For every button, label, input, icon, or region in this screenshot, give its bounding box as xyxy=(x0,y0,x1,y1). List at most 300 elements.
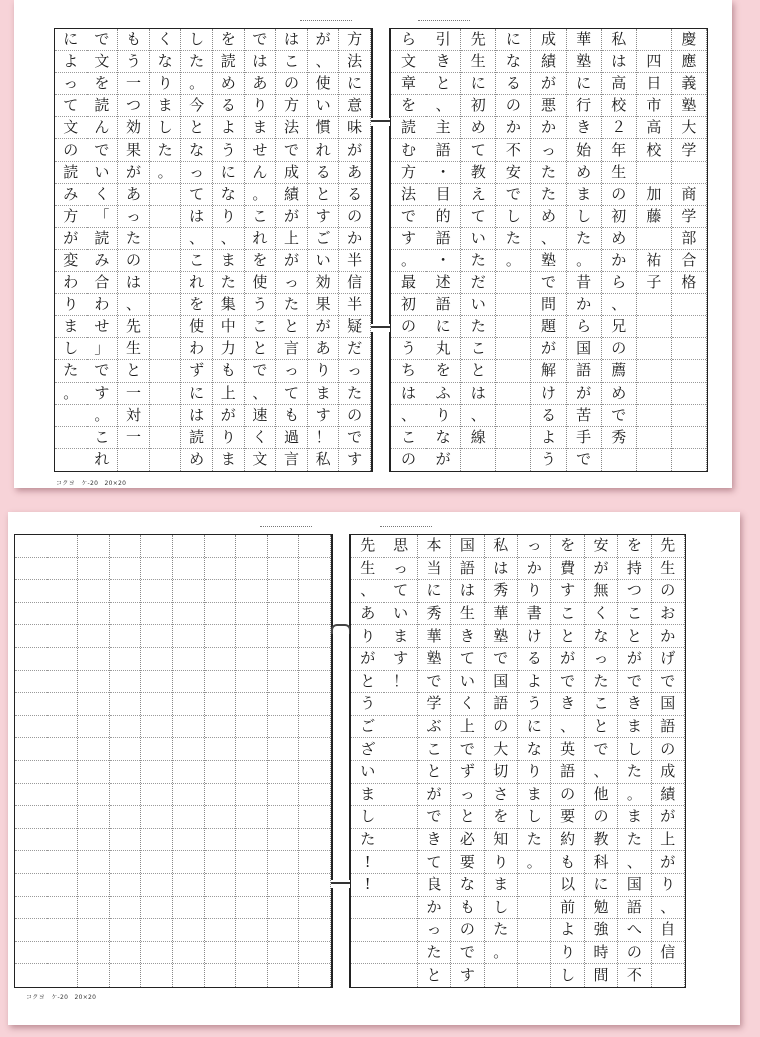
grid-cell xyxy=(15,671,47,694)
grid-cell xyxy=(78,671,109,694)
grid-cell xyxy=(47,671,78,694)
grid-cell xyxy=(205,603,236,626)
grid-cell xyxy=(268,671,299,694)
grid-cell xyxy=(268,648,299,671)
grid-cell: 使 xyxy=(181,316,212,338)
grid-cell: り xyxy=(308,360,339,382)
grid-cell xyxy=(173,942,204,965)
grid-cell xyxy=(47,942,78,965)
grid-cell: す xyxy=(551,580,583,603)
grid-cell: が xyxy=(339,139,370,161)
grid-cell: を xyxy=(551,535,583,558)
grid-cell: 應 xyxy=(672,51,706,73)
grid-cell: 年 xyxy=(602,139,636,161)
grid-cell: た xyxy=(118,228,149,250)
grid-cell: し xyxy=(485,897,517,920)
grid-cell: 語 xyxy=(426,294,460,316)
text-column xyxy=(55,29,87,471)
grid-cell: 引 xyxy=(426,29,460,51)
grid-cell: き xyxy=(426,51,460,73)
text-column xyxy=(637,29,672,471)
grid-cell: で xyxy=(531,272,565,294)
grid-cell: 必 xyxy=(451,829,483,852)
grid-cell: 言 xyxy=(276,338,307,360)
grid-cell xyxy=(351,942,384,965)
grid-cell: で xyxy=(551,671,583,694)
grid-cell: の xyxy=(391,316,426,338)
grid-cell: 、 xyxy=(426,95,460,117)
grid-cell: 国 xyxy=(567,338,601,360)
grid-cell: え xyxy=(461,184,495,206)
grid-cell: の xyxy=(602,338,636,360)
grid-cell: 一 xyxy=(118,73,149,95)
grid-cell xyxy=(150,316,181,338)
grid-cell: し xyxy=(618,738,650,761)
grid-cell xyxy=(110,829,141,852)
grid-cell xyxy=(384,716,416,739)
grid-cell: 文 xyxy=(252,450,268,469)
grid-cell xyxy=(173,784,204,807)
grid-cell xyxy=(15,942,47,965)
grid-cell xyxy=(150,294,181,316)
text-column xyxy=(618,535,651,987)
text-column xyxy=(567,29,602,471)
grid-cell: で xyxy=(451,942,483,965)
grid-cell: も xyxy=(118,29,149,51)
grid-cell: 、 xyxy=(551,716,583,739)
grid-cell: 藤 xyxy=(637,206,671,228)
text-column xyxy=(551,535,584,987)
grid-cell xyxy=(268,942,299,965)
grid-cell xyxy=(78,919,109,942)
grid-cell: 一 xyxy=(118,383,149,405)
grid-cell xyxy=(637,405,671,427)
grid-cell xyxy=(351,919,384,942)
grid-cell xyxy=(637,316,671,338)
grid-cell: 安 xyxy=(496,162,530,184)
grid-cell xyxy=(461,449,495,471)
grid-cell: け xyxy=(518,625,550,648)
grid-cell: つ xyxy=(618,580,650,603)
grid-cell xyxy=(173,648,204,671)
grid-cell: た xyxy=(461,250,495,272)
grid-cell: 以 xyxy=(551,874,583,897)
grid-cell xyxy=(110,919,141,942)
grid-cell: う xyxy=(213,139,244,161)
grid-cell xyxy=(110,851,141,874)
grid-cell xyxy=(205,919,236,942)
grid-cell xyxy=(384,761,416,784)
grid-cell: の xyxy=(551,784,583,807)
grid-cell: こ xyxy=(551,603,583,626)
grid-cell: 、 xyxy=(118,294,149,316)
grid-cell xyxy=(205,964,236,987)
grid-cell: 、 xyxy=(585,761,617,784)
grid-cell: っ xyxy=(384,558,416,581)
grid-cell xyxy=(15,580,47,603)
grid-cell: ・ xyxy=(426,250,460,272)
grid-cell xyxy=(173,738,204,761)
grid-cell: 行 xyxy=(567,95,601,117)
grid-cell: 対 xyxy=(118,405,149,427)
grid-cell xyxy=(47,874,78,897)
text-column xyxy=(451,535,484,987)
grid-cell: 先 xyxy=(461,29,495,51)
grid-cell xyxy=(47,580,78,603)
grid-cell: く xyxy=(150,29,181,51)
grid-cell xyxy=(268,693,299,716)
grid-cell: お xyxy=(652,603,684,626)
grid-cell: 語 xyxy=(652,716,684,739)
grid-cell: ! xyxy=(351,874,384,897)
grid-cell xyxy=(299,761,330,784)
grid-cell xyxy=(15,806,47,829)
grid-cell xyxy=(78,897,109,920)
grid-cell xyxy=(110,580,141,603)
grid-cell: す xyxy=(391,228,426,250)
grid-cell: の xyxy=(602,184,636,206)
grid-cell: 「 xyxy=(87,206,118,228)
grid-cell: 、 xyxy=(213,228,244,250)
grid-cell xyxy=(236,535,267,558)
grid-cell: た xyxy=(181,51,212,73)
grid-cell: 。 xyxy=(567,250,601,272)
grid-cell: き xyxy=(451,625,483,648)
grid-cell: し xyxy=(351,806,384,829)
grid-cell: な xyxy=(150,51,181,73)
grid-cell: 読 xyxy=(391,117,426,139)
grid-cell: 読 xyxy=(213,51,244,73)
grid-cell: こ xyxy=(87,427,118,449)
grid-cell xyxy=(173,829,204,852)
grid-cell: 読 xyxy=(181,427,212,449)
grid-cell: 先 xyxy=(652,535,684,558)
grid-cell: 校 xyxy=(602,95,636,117)
grid-cell xyxy=(299,625,330,648)
grid-cell xyxy=(78,874,109,897)
grid-cell: 薦 xyxy=(602,360,636,382)
grid-cell xyxy=(236,603,267,626)
grid-cell: と xyxy=(351,671,384,694)
grid-cell: ま xyxy=(485,874,517,897)
grid-cell: も xyxy=(213,360,244,382)
grid-cell xyxy=(141,806,172,829)
grid-cell xyxy=(141,716,172,739)
grid-cell xyxy=(55,449,87,471)
grid-cell: 初 xyxy=(461,95,495,117)
grid-cell xyxy=(652,964,684,987)
grid-cell: め xyxy=(602,228,636,250)
grid-cell xyxy=(141,625,172,648)
grid-cell xyxy=(47,964,78,987)
grid-cell: ご xyxy=(351,716,384,739)
grid-cell: 部 xyxy=(672,228,706,250)
grid-cell: 方 xyxy=(55,206,87,228)
grid-cell: た xyxy=(418,942,450,965)
grid-cell xyxy=(47,919,78,942)
grid-cell: 自 xyxy=(652,919,684,942)
grid-cell xyxy=(110,761,141,784)
grid-cell: な xyxy=(518,738,550,761)
grid-cell: で xyxy=(576,450,592,469)
text-column xyxy=(461,29,496,471)
grid-cell: が xyxy=(618,648,650,671)
grid-cell: め xyxy=(189,450,205,469)
grid-cell: 華 xyxy=(567,29,601,51)
grid-cell: い xyxy=(461,294,495,316)
grid-cell: な xyxy=(426,427,460,449)
grid-cell: ま xyxy=(308,383,339,405)
grid-cell: 過 xyxy=(276,427,307,449)
grid-cell: 。 xyxy=(181,73,212,95)
grid-cell: は xyxy=(485,558,517,581)
grid-cell xyxy=(268,603,299,626)
grid-cell xyxy=(110,806,141,829)
grid-cell xyxy=(637,294,671,316)
grid-cell: 章 xyxy=(391,73,426,95)
grid-cell: む xyxy=(391,139,426,161)
grid-cell: っ xyxy=(531,139,565,161)
grid-cell: ま xyxy=(618,806,650,829)
grid-cell xyxy=(672,316,706,338)
grid-cell xyxy=(15,851,47,874)
grid-cell xyxy=(299,829,330,852)
grid-cell: み xyxy=(55,184,87,206)
grid-cell: 半 xyxy=(339,294,370,316)
grid-cell: 生 xyxy=(118,338,149,360)
grid-cell xyxy=(236,716,267,739)
grid-cell: り xyxy=(245,95,276,117)
text-column xyxy=(602,29,637,471)
grid-cell xyxy=(299,603,330,626)
grid-cell: 手 xyxy=(567,427,601,449)
grid-cell: 語 xyxy=(551,761,583,784)
grid-cell xyxy=(205,942,236,965)
text-column xyxy=(485,535,518,987)
grid-cell: で xyxy=(87,360,118,382)
gutter-mark xyxy=(371,324,391,332)
grid-cell xyxy=(173,806,204,829)
grid-cell xyxy=(47,784,78,807)
grid-cell xyxy=(236,964,267,987)
grid-cell xyxy=(236,942,267,965)
grid-cell: っ xyxy=(276,360,307,382)
grid-cell: 格 xyxy=(672,272,706,294)
grid-cell: 無 xyxy=(585,580,617,603)
grid-cell: 、 xyxy=(308,51,339,73)
grid-cell: う xyxy=(391,338,426,360)
grid-cell xyxy=(15,919,47,942)
grid-cell xyxy=(78,761,109,784)
grid-cell: 丸 xyxy=(426,338,460,360)
grid-cell: 知 xyxy=(485,829,517,852)
grid-cell: 、 xyxy=(531,228,565,250)
grid-cell: っ xyxy=(276,272,307,294)
grid-cell xyxy=(637,338,671,360)
grid-cell xyxy=(236,919,267,942)
grid-cell: が xyxy=(531,338,565,360)
grid-cell: 商 xyxy=(672,184,706,206)
grid-cell: 先 xyxy=(351,535,384,558)
top-dotted-mark xyxy=(260,526,312,528)
grid-cell: 目 xyxy=(426,184,460,206)
grid-cell xyxy=(173,897,204,920)
grid-cell: と xyxy=(618,625,650,648)
grid-cell: 塾 xyxy=(567,51,601,73)
grid-cell: い xyxy=(461,228,495,250)
grid-cell: た xyxy=(531,184,565,206)
grid-cell xyxy=(78,716,109,739)
grid-cell: は xyxy=(245,51,276,73)
grid-cell xyxy=(384,942,416,965)
blank-column xyxy=(299,535,331,987)
manuscript-grid-left xyxy=(14,534,332,988)
grid-cell: 市 xyxy=(637,95,671,117)
grid-cell xyxy=(268,625,299,648)
grid-cell: し xyxy=(150,117,181,139)
text-column xyxy=(672,29,707,471)
grid-cell xyxy=(110,625,141,648)
grid-cell: み xyxy=(87,250,118,272)
grid-cell: 昔 xyxy=(567,272,601,294)
grid-cell xyxy=(15,874,47,897)
sheet-footer: コクヨ ケ-20 20×20 xyxy=(26,994,97,1001)
grid-cell xyxy=(47,535,78,558)
grid-cell: 悪 xyxy=(531,95,565,117)
grid-cell: 集 xyxy=(213,294,244,316)
manuscript-sheet-top xyxy=(14,0,732,488)
grid-cell: で xyxy=(245,29,276,51)
grid-cell: 学 xyxy=(672,206,706,228)
grid-cell xyxy=(236,874,267,897)
text-column xyxy=(418,535,451,987)
grid-cell: 、 xyxy=(602,294,636,316)
grid-cell: つ xyxy=(118,95,149,117)
text-column xyxy=(276,29,308,471)
text-column xyxy=(213,29,245,471)
grid-cell: 線 xyxy=(461,427,495,449)
grid-cell xyxy=(351,897,384,920)
grid-cell xyxy=(173,625,204,648)
grid-cell xyxy=(15,738,47,761)
grid-cell xyxy=(47,829,78,852)
grid-cell: る xyxy=(308,162,339,184)
grid-cell: ぶ xyxy=(418,716,450,739)
grid-cell: を xyxy=(485,806,517,829)
grid-cell xyxy=(110,671,141,694)
grid-cell: が xyxy=(567,383,601,405)
page-gutter xyxy=(372,28,390,472)
grid-cell: に xyxy=(181,383,212,405)
grid-cell: き xyxy=(418,829,450,852)
grid-cell: 前 xyxy=(551,897,583,920)
grid-cell: が xyxy=(652,806,684,829)
grid-cell: な xyxy=(585,625,617,648)
grid-cell: 主 xyxy=(426,117,460,139)
grid-cell xyxy=(55,405,87,427)
grid-cell: だ xyxy=(461,272,495,294)
grid-cell xyxy=(110,874,141,897)
grid-cell xyxy=(15,648,47,671)
grid-cell: 生 xyxy=(461,51,495,73)
grid-cell xyxy=(236,806,267,829)
grid-cell xyxy=(672,360,706,382)
grid-cell: 費 xyxy=(551,558,583,581)
grid-cell: ま xyxy=(213,250,244,272)
grid-cell: 力 xyxy=(213,338,244,360)
grid-cell: る xyxy=(213,95,244,117)
grid-cell: 校 xyxy=(637,139,671,161)
grid-cell: た xyxy=(496,228,530,250)
grid-cell: い xyxy=(384,603,416,626)
grid-cell: か xyxy=(531,117,565,139)
grid-cell: ら xyxy=(567,316,601,338)
grid-cell: は xyxy=(181,206,212,228)
grid-cell: こ xyxy=(276,51,307,73)
grid-cell: で xyxy=(485,648,517,671)
grid-cell xyxy=(236,784,267,807)
grid-cell xyxy=(118,449,149,471)
grid-cell xyxy=(268,964,299,987)
grid-cell xyxy=(173,671,204,694)
grid-cell: し xyxy=(567,206,601,228)
grid-cell: 効 xyxy=(118,117,149,139)
grid-cell: る xyxy=(531,405,565,427)
grid-cell: の xyxy=(618,942,650,965)
grid-cell: で xyxy=(418,806,450,829)
grid-cell: 文 xyxy=(55,117,87,139)
grid-cell: 合 xyxy=(672,250,706,272)
grid-cell xyxy=(205,851,236,874)
grid-cell: 私 xyxy=(315,450,331,469)
blank-column xyxy=(205,535,237,987)
grid-cell: あ xyxy=(245,73,276,95)
grid-cell xyxy=(299,874,330,897)
grid-cell xyxy=(15,693,47,716)
grid-cell: と xyxy=(308,184,339,206)
grid-cell: あ xyxy=(308,338,339,360)
grid-cell: 義 xyxy=(672,73,706,95)
grid-cell: ご xyxy=(308,228,339,250)
grid-cell: 」 xyxy=(87,338,118,360)
blank-column xyxy=(78,535,110,987)
grid-cell: に xyxy=(213,162,244,184)
grid-cell: げ xyxy=(652,648,684,671)
grid-cell: し xyxy=(496,206,530,228)
grid-cell: ！ xyxy=(308,427,339,449)
grid-cell: う xyxy=(540,450,556,469)
grid-cell: ざ xyxy=(351,738,384,761)
grid-cell: に xyxy=(418,580,450,603)
grid-cell: 成 xyxy=(531,29,565,51)
grid-cell xyxy=(672,338,706,360)
grid-cell: し xyxy=(55,338,87,360)
grid-cell: 生 xyxy=(602,162,636,184)
grid-cell: を xyxy=(618,535,650,558)
grid-cell xyxy=(15,784,47,807)
grid-cell xyxy=(47,625,78,648)
grid-cell xyxy=(518,919,550,942)
grid-cell: ま xyxy=(384,625,416,648)
grid-cell xyxy=(47,558,78,581)
grid-cell xyxy=(384,851,416,874)
grid-cell xyxy=(141,784,172,807)
grid-cell: 。 xyxy=(55,383,87,405)
grid-cell: 塾 xyxy=(672,95,706,117)
grid-cell xyxy=(150,250,181,272)
grid-cell xyxy=(150,338,181,360)
grid-cell xyxy=(78,851,109,874)
